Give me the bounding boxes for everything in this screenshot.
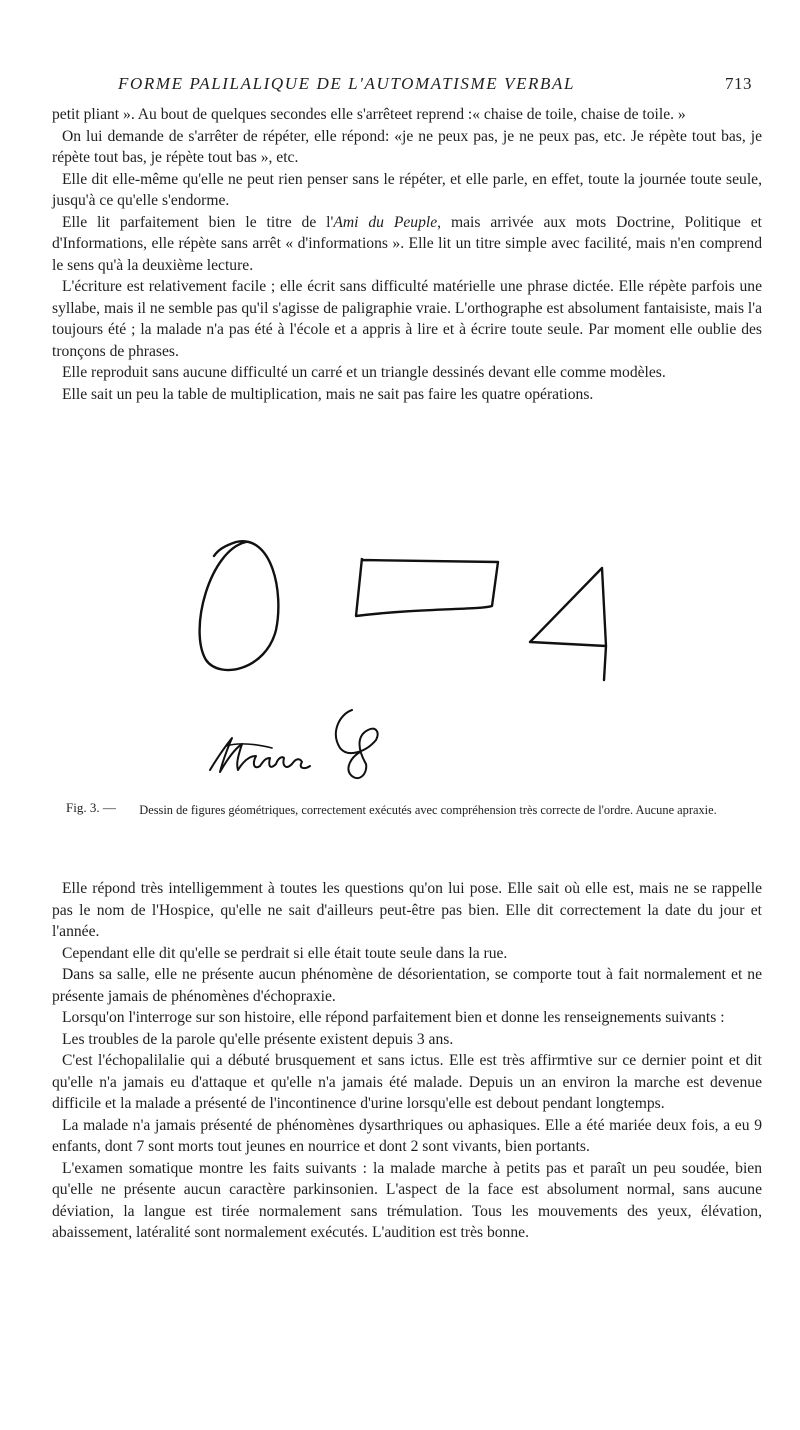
- body-text-top: [52, 104, 762, 405]
- paragraph: [52, 212, 762, 277]
- paragraph: Elle dit elle-même qu'elle ne peut rien penser sans le répéter, et elle parle, en effet, toute la journée toute seule, jusqu'à ce qu'elle s'endorme.: [52, 170, 762, 209]
- signature: [210, 710, 378, 778]
- figure-label: Fig. 3. —: [66, 800, 116, 815]
- text-run: Elle lit parfaitement bien le titre de l': [62, 213, 334, 231]
- figure-caption: [58, 802, 758, 819]
- paragraph: Elle répond très intelligemment à toutes les questions qu'on lui pose. Elle sait où elle est, mais ne se rappelle pas le nom de l'Hospice, qu'elle ne sait d'ailleurs peut-être pas bien. Elle dit correctement la date du jour et l'année.: [52, 880, 762, 940]
- paragraph: Cependant elle dit qu'elle se perdrait si elle était toute seule dans la rue.: [62, 944, 508, 962]
- signature-g: [336, 710, 378, 778]
- paragraph: Elle sait un peu la table de multiplication, mais ne sait pas faire les quatre opérations.: [62, 385, 594, 403]
- body-text-bottom: [52, 878, 762, 1244]
- paragraph: L'examen somatique montre les faits suivants : la malade marche à petits pas et paraît un peu soudée, bien qu'elle ne présente aucun caractère parkinsonien. L'aspect de la face est absolument normal, sans aucune déviation, la langue est tirée normalement sans trémulation. Tous les mouvements des yeux, élévation, abaissement, latéralité sont normalement exécutés. L'audition est très bonne.: [52, 1159, 762, 1241]
- figure-drawings: [180, 520, 620, 790]
- signature-marie: [210, 738, 310, 772]
- drawn-square: [356, 558, 498, 616]
- caption-text: Dessin de figures géométriques, correctement exécutés avec compréhension très correcte de l'ordre. Aucune apraxie.: [139, 803, 717, 817]
- running-title: FORME PALILALIQUE DE L'AUTOMATISME VERBAL: [118, 74, 576, 93]
- newspaper-title: Ami du Peuple: [333, 213, 438, 231]
- drawn-triangle: [530, 568, 606, 680]
- signature-bar: [226, 744, 272, 748]
- paragraph: Elle reproduit sans aucune difficulté un carré et un triangle dessinés devant elle comme modèles.: [62, 364, 666, 381]
- paragraph: Dans sa salle, elle ne présente aucun phénomène de désorientation, se comporte tout à fait normalement et ne présente jamais de phénomènes d'échopraxie.: [52, 966, 762, 1005]
- paragraph: L'écriture est relativement facile ; elle écrit sans difficulté matérielle une phrase dictée. Elle répète parfois une syllabe, mais il ne semble pas qu'il s'agisse de paligraphie vraie. L'orthographe est absolument fantaisiste, mais l'a toujours été ; la malade n'a pas été à l'école et a appris à lire et à écrire toute seule. Par moment elle oublie des tronçons de phrases.: [52, 278, 762, 360]
- paragraph: Les troubles de la parole qu'elle présente existent depuis 3 ans.: [62, 1030, 454, 1048]
- paragraph: Lorsqu'on l'interroge sur son histoire, elle répond parfaitement bien et donne les renseignements suivants :: [62, 1009, 725, 1026]
- paragraph: petit pliant ». Au bout de quelques secondes elle s'arrêteet reprend :« chaise de toile, chaise de toile. »: [52, 106, 686, 123]
- page-number: 713: [725, 74, 752, 93]
- text-run: , mais arrivée aux mots Doctrine, Politique et d'Informations, elle répète sans arrêt « d'informations ». Elle lit un titre simple avec facilité, mais n'en comprend le sens qu'à la deuxième lecture.: [52, 213, 762, 274]
- drawn-circle: [200, 541, 279, 670]
- running-head: [118, 74, 758, 94]
- paragraph: La malade n'a jamais présenté de phénomènes dysarthriques ou aphasiques. Elle a été mariée deux fois, a eu 9 enfants, dont 7 sont morts tout jeunes en nourrice et dont 2 sont vivants, bien portants.: [52, 1116, 762, 1155]
- paragraph: C'est l'échopalilalie qui a débuté brusquement et sans ictus. Elle est très affirmtive sur ce dernier point et dit qu'elle n'a jamais eu d'attaque et qu'elle n'a jamais été malade. Depuis un an environ la marche est devenue difficile et la malade a présenté de l'incontinence d'urine lorsqu'elle est debout pendant longtemps.: [52, 1052, 762, 1112]
- paragraph: On lui demande de s'arrêter de répéter, elle répond: «je ne peux pas, je ne peux pas, etc. Je répète tout bas, je répète tout bas, je répète tout bas », etc.: [52, 127, 762, 166]
